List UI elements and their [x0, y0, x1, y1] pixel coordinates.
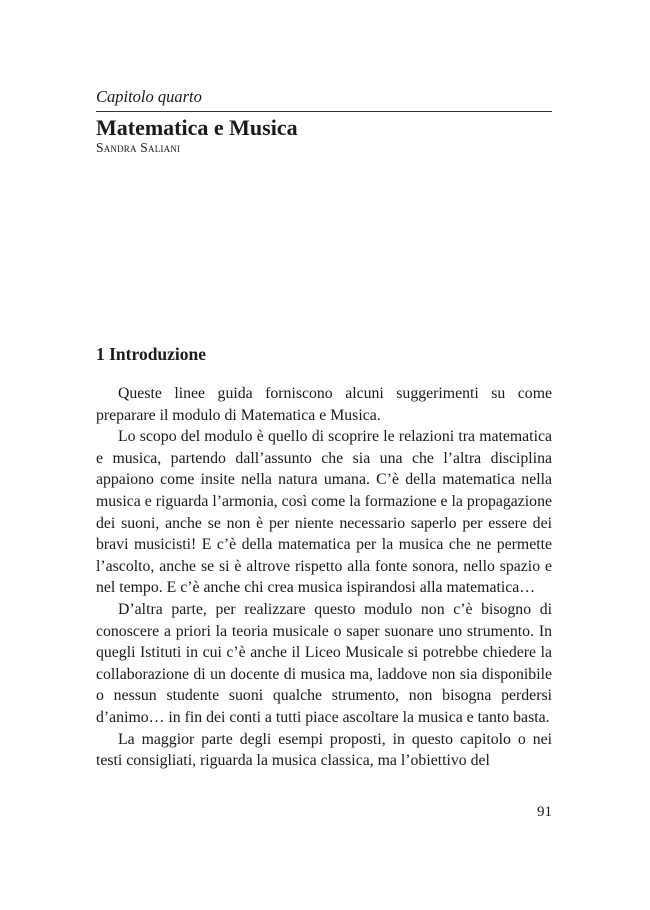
body-text [96, 383, 552, 772]
paragraph: La maggior parte degli esempi proposti, in questo capitolo o nei testi consigliati, riguarda la musica classica, ma l’obiettivo del [96, 730, 552, 770]
paragraph: Queste linee guida forniscono alcuni suggerimenti su come preparare il modulo di Matematica e Musica. [96, 385, 552, 424]
chapter-label: Capitolo quarto [96, 87, 202, 106]
header-rule [96, 111, 552, 112]
paragraph: D’altra parte, per realizzare questo modulo non c’è bisogno di conoscere a priori la teoria musicale o saper suonare uno strumento. In quegli Istituti in cui c’è anche il Liceo Musicale si potrebbe chiedere la collaborazione di un docente di musica ma, laddove non sia disponibile o nessun studente suoni qualche strumento, non bisogna perdersi d’animo… in fin dei conti a tutti piace ascoltare la musica e tanto basta. [96, 600, 552, 726]
chapter-title: Matematica e Musica [96, 115, 298, 140]
page-number: 91 [537, 804, 552, 820]
author-name: Sandra Saliani [96, 140, 181, 155]
section-heading: 1 Introduzione [96, 344, 207, 364]
paragraph: Lo scopo del modulo è quello di scoprire le relazioni tra matematica e musica, partendo dall’assunto che sia una che l’altra disciplina appaiono come insite nella natura umana. C’è della matematica nella musica e riguarda l’armonia, così come la formazione e la propagazione dei suoni, anche se non è per niente necessario saperlo per essere dei bravi musicisti! E c’è della matematica per la musica che ne permette l’ascolto, anche se si è altrove rispetto alla fonte sonora, nello spazio e nel tempo. E c’è anche chi crea musica ispirandosi alla matematica… [96, 428, 552, 597]
